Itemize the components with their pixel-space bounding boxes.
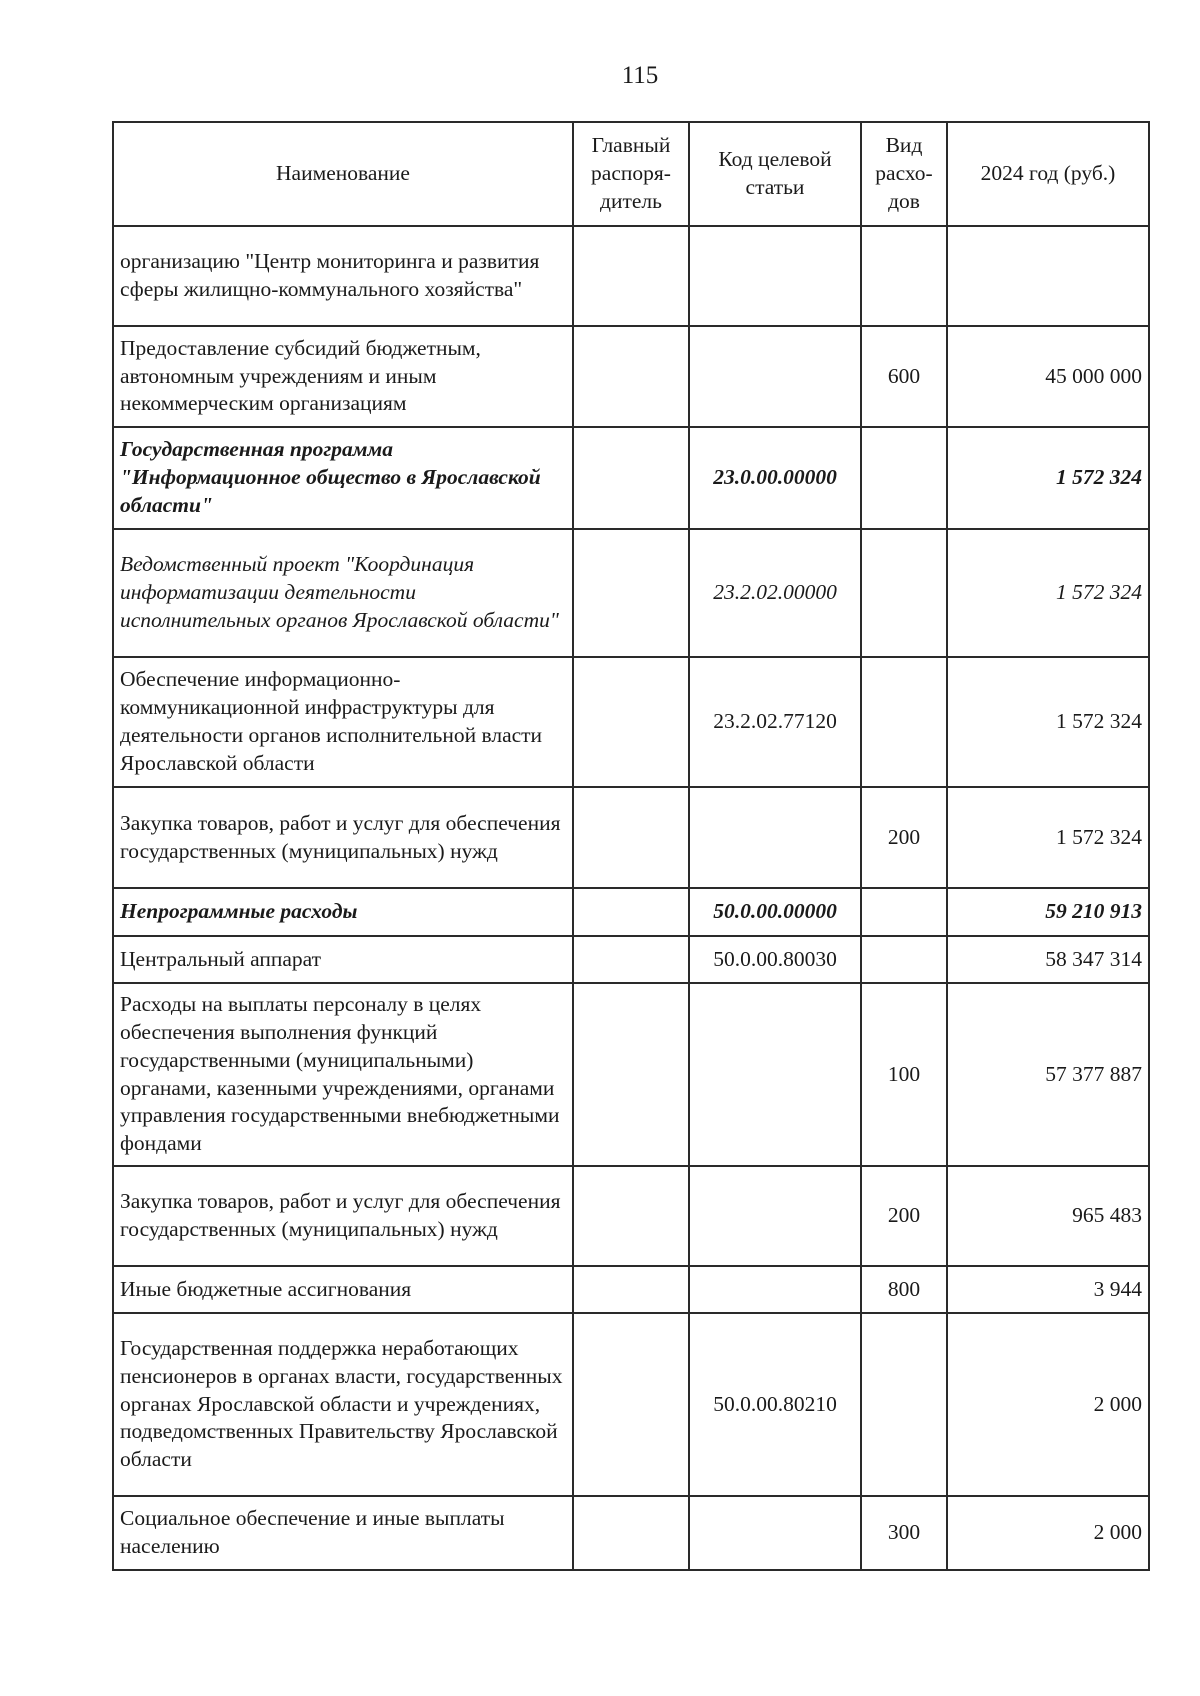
row-kind bbox=[861, 427, 947, 529]
header-name: Наименование bbox=[113, 122, 573, 226]
row-manager bbox=[573, 936, 689, 983]
row-amount: 57 377 887 bbox=[947, 983, 1149, 1166]
row-manager bbox=[573, 888, 689, 936]
row-code bbox=[689, 983, 861, 1166]
row-manager bbox=[573, 1166, 689, 1266]
row-kind: 200 bbox=[861, 787, 947, 888]
row-kind bbox=[861, 888, 947, 936]
table-row bbox=[113, 983, 1149, 1166]
row-name: Ведомственный проект "Координация информатизации деятельности исполнительных органов Ярославской области" bbox=[113, 529, 573, 657]
row-code: 50.0.00.80030 bbox=[689, 936, 861, 983]
table-row bbox=[113, 1496, 1149, 1570]
row-manager bbox=[573, 326, 689, 427]
row-code: 23.0.00.00000 bbox=[689, 427, 861, 529]
row-amount bbox=[947, 226, 1149, 326]
row-kind: 200 bbox=[861, 1166, 947, 1266]
row-name: организацию "Центр мониторинга и развития сферы жилищно-коммунального хозяйства" bbox=[113, 226, 573, 326]
table-row-program bbox=[113, 427, 1149, 529]
row-name: Закупка товаров, работ и услуг для обеспечения государственных (муниципальных) нужд bbox=[113, 787, 573, 888]
row-name: Иные бюджетные ассигнования bbox=[113, 1266, 573, 1313]
row-kind bbox=[861, 657, 947, 787]
row-kind: 600 bbox=[861, 326, 947, 427]
row-name: Непрограммные расходы bbox=[113, 888, 573, 936]
row-code: 23.2.02.00000 bbox=[689, 529, 861, 657]
row-kind bbox=[861, 936, 947, 983]
row-code: 50.0.00.80210 bbox=[689, 1313, 861, 1496]
row-manager bbox=[573, 529, 689, 657]
row-amount: 45 000 000 bbox=[947, 326, 1149, 427]
row-kind bbox=[861, 529, 947, 657]
row-name: Государственная поддержка неработающих пенсионеров в органах власти, государственных органах Ярославской области и учреждениях, подведомственных Правительству Ярославской области bbox=[113, 1313, 573, 1496]
row-code: 23.2.02.77120 bbox=[689, 657, 861, 787]
row-code bbox=[689, 226, 861, 326]
row-manager bbox=[573, 1496, 689, 1570]
row-kind: 100 bbox=[861, 983, 947, 1166]
row-amount: 1 572 324 bbox=[947, 787, 1149, 888]
header-main-manager: Главный распоря-дитель bbox=[573, 122, 689, 226]
table-row bbox=[113, 1266, 1149, 1313]
table-row bbox=[113, 226, 1149, 326]
row-name: Центральный аппарат bbox=[113, 936, 573, 983]
row-amount: 58 347 314 bbox=[947, 936, 1149, 983]
row-manager bbox=[573, 1313, 689, 1496]
table-row bbox=[113, 936, 1149, 983]
row-manager bbox=[573, 983, 689, 1166]
row-amount: 3 944 bbox=[947, 1266, 1149, 1313]
table-row-nonprogram bbox=[113, 888, 1149, 936]
table-header-row bbox=[113, 122, 1149, 226]
row-amount: 965 483 bbox=[947, 1166, 1149, 1266]
page-number: 115 bbox=[621, 62, 659, 89]
table-row bbox=[113, 326, 1149, 427]
row-name: Закупка товаров, работ и услуг для обеспечения государственных (муниципальных) нужд bbox=[113, 1166, 573, 1266]
table-row bbox=[113, 1313, 1149, 1496]
header-target-code: Код целевой статьи bbox=[689, 122, 861, 226]
row-code bbox=[689, 787, 861, 888]
table-row bbox=[113, 787, 1149, 888]
header-year-2024: 2024 год (руб.) bbox=[947, 122, 1149, 226]
row-amount: 2 000 bbox=[947, 1496, 1149, 1570]
row-manager bbox=[573, 657, 689, 787]
row-manager bbox=[573, 427, 689, 529]
row-kind: 300 bbox=[861, 1496, 947, 1570]
table-row bbox=[113, 657, 1149, 787]
header-expense-type: Вид расхо-дов bbox=[861, 122, 947, 226]
row-name: Обеспечение информационно-коммуникационной инфраструктуры для деятельности органов исполнительной власти Ярославской области bbox=[113, 657, 573, 787]
table-row bbox=[113, 1166, 1149, 1266]
row-code bbox=[689, 326, 861, 427]
row-name: Расходы на выплаты персоналу в целях обеспечения выполнения функций государственными (муниципальными) органами, казенными учреждениями, органами управления государственными внебюджетными фондами bbox=[113, 983, 573, 1166]
row-kind: 800 bbox=[861, 1266, 947, 1313]
row-amount: 1 572 324 bbox=[947, 529, 1149, 657]
row-manager bbox=[573, 1266, 689, 1313]
row-name: Социальное обеспечение и иные выплаты населению bbox=[113, 1496, 573, 1570]
row-amount: 2 000 bbox=[947, 1313, 1149, 1496]
row-code bbox=[689, 1166, 861, 1266]
row-kind bbox=[861, 226, 947, 326]
row-name: Предоставление субсидий бюджетным, автономным учреждениям и иным некоммерческим организациям bbox=[113, 326, 573, 427]
budget-table bbox=[112, 121, 1150, 1571]
row-code bbox=[689, 1266, 861, 1313]
table-row-project bbox=[113, 529, 1149, 657]
row-name: Государственная программа "Информационное общество в Ярославской области" bbox=[113, 427, 573, 529]
row-manager bbox=[573, 787, 689, 888]
row-amount: 1 572 324 bbox=[947, 427, 1149, 529]
row-amount: 1 572 324 bbox=[947, 657, 1149, 787]
row-amount: 59 210 913 bbox=[947, 888, 1149, 936]
row-kind bbox=[861, 1313, 947, 1496]
row-code bbox=[689, 1496, 861, 1570]
row-code: 50.0.00.00000 bbox=[689, 888, 861, 936]
row-manager bbox=[573, 226, 689, 326]
